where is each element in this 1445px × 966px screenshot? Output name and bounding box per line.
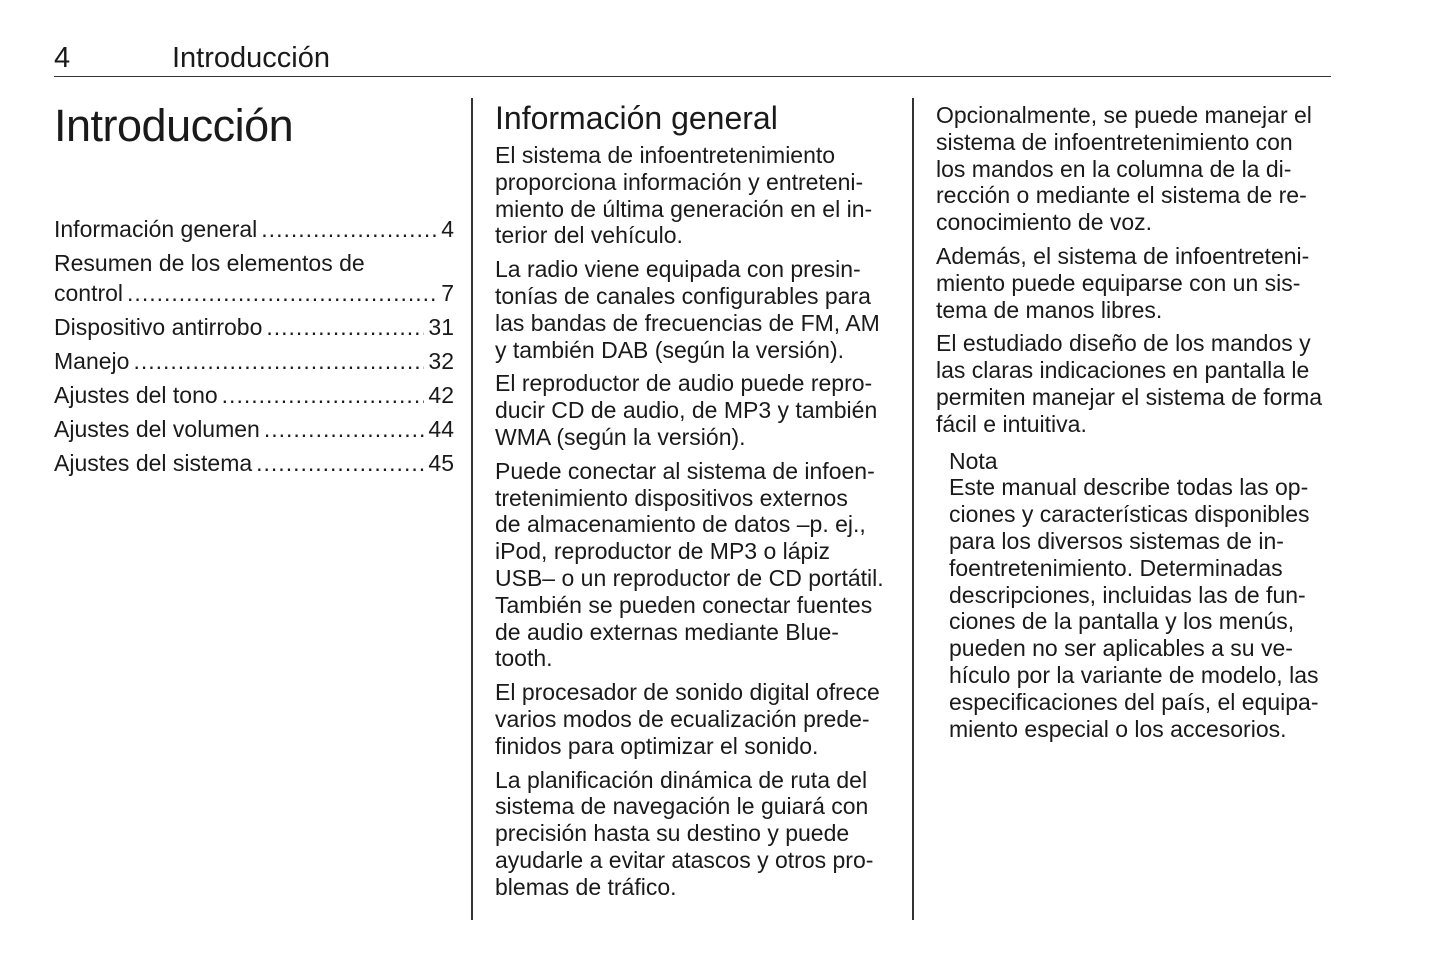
text-line: USB– o un reproductor de CD portátil. bbox=[495, 564, 884, 591]
text-line: para los diversos sistemas de in- bbox=[949, 527, 1284, 554]
section-title: Información general bbox=[495, 100, 778, 136]
toc-entry[interactable]: Dispositivo antirrobo ..... 31 bbox=[54, 310, 454, 344]
text-line: Este manual describe todas las op- bbox=[949, 474, 1309, 501]
text-line: ducir CD de audio, de MP3 y también bbox=[495, 397, 878, 424]
text-line: proporciona información y entreteni- bbox=[495, 168, 864, 195]
text-line: tooth. bbox=[495, 645, 553, 672]
text-line: descripciones, incluidas las de fun- bbox=[949, 581, 1306, 608]
toc-entry[interactable]: Información general ..... 4 bbox=[54, 212, 454, 246]
toc-entry[interactable]: Ajustes del sistema ..... 45 bbox=[54, 446, 454, 480]
text-line: La planificación dinámica de ruta del bbox=[495, 766, 868, 793]
text-line: El procesador de sonido digital ofrece bbox=[495, 679, 880, 706]
text-line: Opcionalmente, se puede manejar el bbox=[936, 102, 1312, 128]
column-divider bbox=[471, 98, 473, 920]
note-heading: Nota bbox=[949, 447, 998, 474]
text-line: rección o mediante el sistema de re- bbox=[936, 182, 1307, 209]
text-line: varios modos de ecualización prede- bbox=[495, 705, 870, 732]
text-line: El sistema de infoentretenimiento bbox=[495, 142, 836, 168]
text-line: ciones de la pantalla y los menús, bbox=[949, 608, 1295, 635]
text-line: miento puede equiparse con un sis- bbox=[936, 269, 1301, 296]
chapter-title: Introducción bbox=[54, 100, 294, 151]
text-line: miento de última generación en el in- bbox=[495, 195, 873, 222]
text-line: sistema de infoentretenimiento con bbox=[936, 128, 1293, 155]
left-column bbox=[54, 98, 454, 480]
text-line: El reproductor de audio puede repro- bbox=[495, 370, 873, 397]
toc-entry[interactable]: Ajustes del volumen ..... 44 bbox=[54, 412, 454, 446]
text-line: Puede conectar al sistema de infoen- bbox=[495, 457, 875, 484]
text-line: de audio externas mediante Blue- bbox=[495, 618, 839, 645]
paragraph bbox=[495, 458, 895, 672]
text-line: La radio viene equipada con presin- bbox=[495, 256, 861, 283]
text-line: de almacenamiento de datos –p. ej., bbox=[495, 511, 866, 538]
table-of-contents bbox=[54, 212, 454, 480]
text-line: iPod, reproductor de MP3 o lápiz bbox=[495, 538, 830, 565]
text-line: blemas de tráfico. bbox=[495, 873, 677, 900]
text-line: y también DAB (según la versión). bbox=[495, 336, 844, 363]
text-line: los mandos en la columna de la di- bbox=[936, 155, 1292, 182]
page-number: 4 bbox=[54, 42, 71, 74]
text-line: hículo por la variante de modelo, las bbox=[949, 661, 1319, 688]
paragraph bbox=[495, 767, 895, 901]
text-line: tretenimiento dispositivos externos bbox=[495, 484, 848, 511]
right-column bbox=[936, 102, 1336, 749]
text-line: También se pueden conectar fuentes bbox=[495, 591, 873, 618]
text-line: tema de manos libres. bbox=[936, 296, 1163, 323]
middle-column bbox=[495, 98, 895, 908]
running-header bbox=[54, 40, 1331, 77]
paragraph bbox=[495, 256, 895, 363]
paragraph bbox=[936, 243, 1336, 323]
paragraph bbox=[495, 679, 895, 759]
text-line: las bandas de frecuencias de FM, AM bbox=[495, 309, 880, 336]
text-line: ciones y características disponibles bbox=[949, 501, 1310, 528]
text-line: sistema de navegación le guiará con bbox=[495, 793, 869, 820]
text-line: las claras indicaciones en pantalla le bbox=[936, 357, 1310, 384]
paragraph bbox=[936, 102, 1336, 236]
text-line: foentretenimiento. Determinadas bbox=[949, 554, 1283, 581]
text-line: WMA (según la versión). bbox=[495, 423, 746, 450]
paragraph bbox=[495, 142, 895, 249]
text-line: tonías de canales configurables para bbox=[495, 282, 871, 309]
text-line: ayudarle a evitar atascos y otros pro- bbox=[495, 846, 874, 873]
toc-entry[interactable]: control ..... 7 bbox=[54, 276, 454, 310]
toc-entry-line1[interactable]: Resumen de los elementos de bbox=[54, 250, 365, 276]
column-divider bbox=[912, 98, 914, 920]
toc-entry[interactable]: Ajustes del tono ..... 42 bbox=[54, 378, 454, 412]
note-text bbox=[949, 474, 1336, 742]
text-line: permiten manejar el sistema de forma bbox=[936, 383, 1323, 410]
text-line: Además, el sistema de infoentreteni- bbox=[936, 242, 1310, 269]
text-line: especificaciones del país, el equipa- bbox=[949, 688, 1319, 715]
text-line: fácil e intuitiva. bbox=[936, 410, 1087, 437]
text-line: precisión hasta su destino y puede bbox=[495, 820, 850, 847]
paragraph bbox=[936, 330, 1336, 437]
note-box bbox=[949, 448, 1336, 743]
text-line: pueden no ser aplicables a su ve- bbox=[949, 635, 1293, 662]
running-title: Introducción bbox=[172, 42, 330, 74]
text-line: El estudiado diseño de los mandos y bbox=[936, 330, 1311, 357]
toc-entry[interactable]: Manejo ..... 32 bbox=[54, 344, 454, 378]
text-line: conocimiento de voz. bbox=[936, 209, 1153, 236]
text-line: finidos para optimizar el sonido. bbox=[495, 732, 819, 759]
paragraph bbox=[495, 370, 895, 450]
text-line: miento especial o los accesorios. bbox=[949, 715, 1287, 742]
text-line: terior del vehículo. bbox=[495, 222, 683, 249]
